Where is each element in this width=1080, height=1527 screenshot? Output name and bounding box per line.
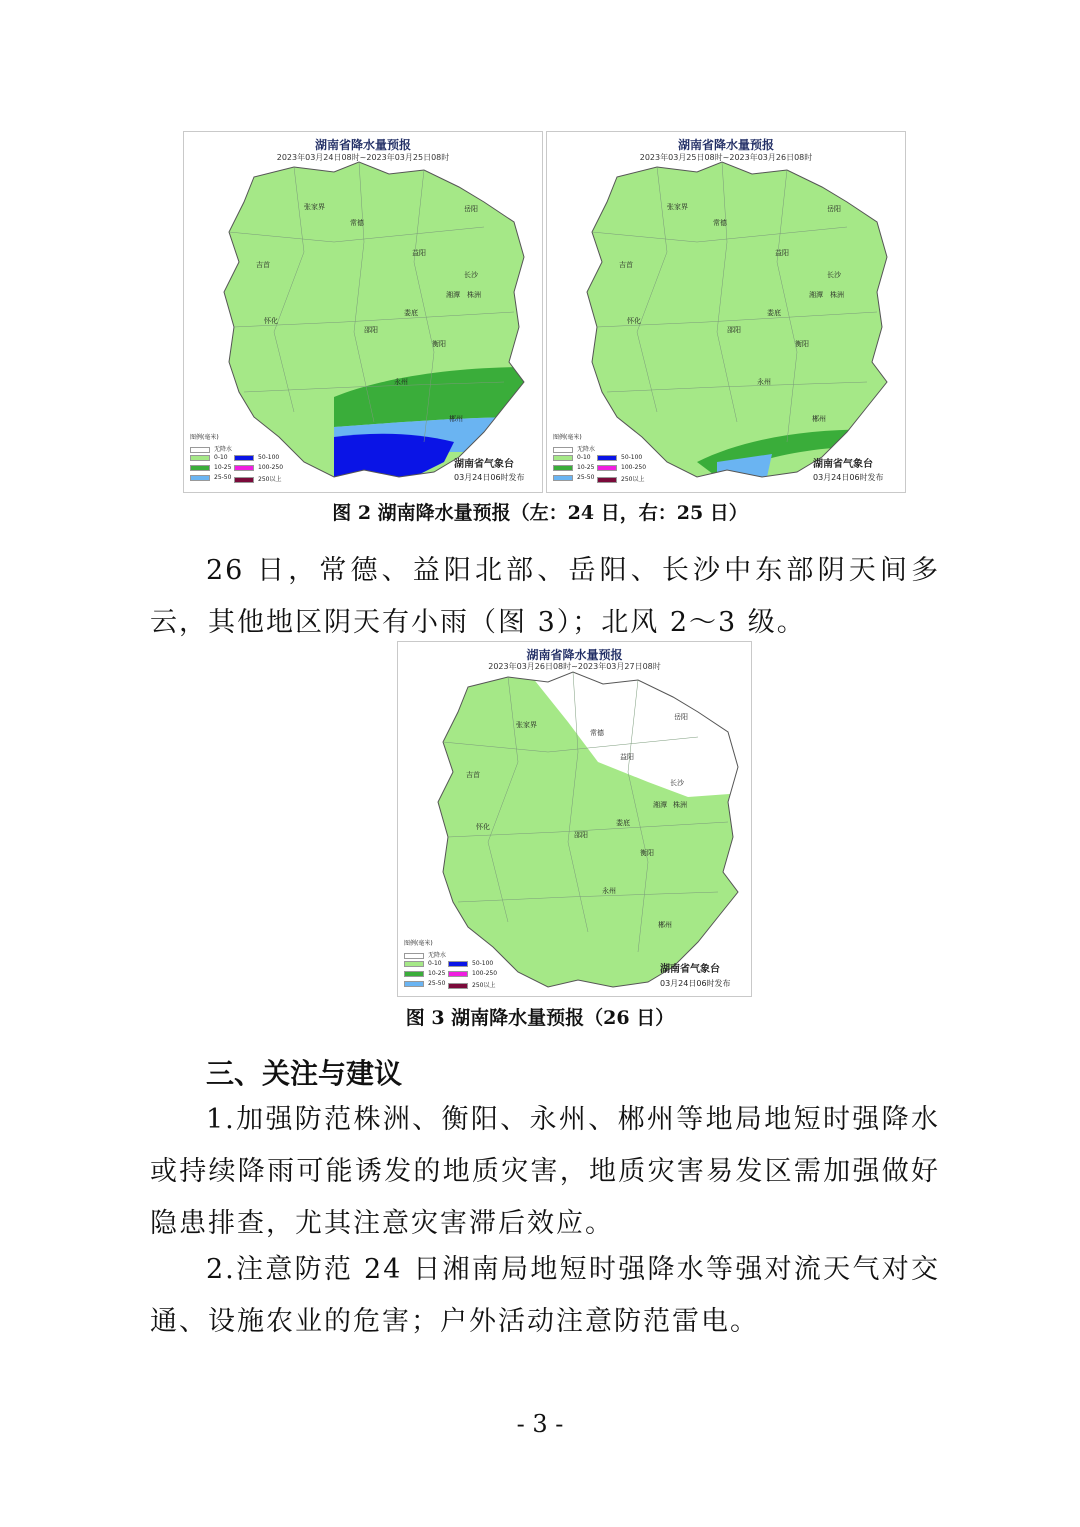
legend-swatch	[234, 477, 254, 483]
city-label: 衡阳	[640, 849, 654, 857]
map-25-title: 湖南省降水量预报	[677, 138, 774, 152]
legend-item	[553, 464, 594, 471]
legend-item	[404, 970, 445, 977]
legend-swatch	[448, 961, 468, 967]
legend-swatch	[404, 981, 424, 987]
legend-label: 50-100	[621, 454, 643, 461]
city-label: 益阳	[620, 753, 634, 761]
city-label: 常德	[713, 219, 727, 227]
city-label: 张家界	[667, 203, 688, 211]
map-24-issue-time: 03月24日06时发布	[454, 473, 525, 482]
legend-item	[234, 464, 283, 471]
map-24-title: 湖南省降水量预报	[314, 138, 411, 152]
legend-swatch	[448, 971, 468, 977]
city-label: 岳阳	[464, 205, 478, 213]
legend-label: 0-10	[214, 454, 228, 461]
map-25-agency: 湖南省气象台	[813, 459, 873, 470]
figure-2-caption: 图 2 湖南降水量预报（左：24 日，右：25 日）	[332, 502, 748, 524]
map-24-legend	[190, 432, 330, 488]
legend-title: 图例(毫米)	[190, 434, 219, 441]
legend-swatch	[404, 971, 424, 977]
city-label: 娄底	[404, 309, 418, 317]
advice-1: 1.加强防范株洲、衡阳、永州、郴州等地局地短时强降水或持续降雨可能诱发的地质灾害，地质灾害易发区需加强做好隐患排查，尤其注意灾害滞后效应。	[150, 1104, 940, 1239]
legend-item	[553, 444, 595, 453]
map-25-issue-time: 03月24日06时发布	[813, 473, 884, 482]
city-label: 张家界	[516, 721, 537, 729]
map-26-subtitle: 2023年03月26日08时~2023年03月27日08时	[488, 662, 661, 671]
legend-label: 无降水	[428, 952, 447, 959]
city-label: 长沙	[670, 779, 684, 787]
legend-swatch	[448, 983, 468, 989]
legend-item	[448, 960, 493, 967]
city-label: 郴州	[658, 921, 672, 929]
city-label: 常德	[590, 729, 604, 737]
city-label: 邵阳	[364, 326, 378, 334]
legend-item	[234, 474, 281, 483]
legend-item	[553, 474, 594, 481]
legend-label: 50-100	[258, 454, 280, 461]
legend-item	[597, 464, 646, 471]
legend-swatch	[597, 477, 617, 483]
legend-swatch	[553, 475, 573, 481]
city-label: 湘潭	[446, 291, 460, 299]
legend-swatch	[234, 455, 254, 461]
city-label: 郴州	[812, 415, 826, 423]
legend-item	[234, 454, 279, 461]
legend-swatch	[597, 455, 617, 461]
city-label: 株洲	[467, 291, 481, 299]
city-label: 郴州	[449, 415, 463, 423]
map-26-issue-time: 03月24日06时发布	[660, 979, 731, 988]
map-26	[397, 641, 752, 997]
legend-swatch	[404, 953, 424, 959]
city-label: 吉首	[619, 261, 633, 269]
city-label: 湘潭	[653, 801, 667, 809]
city-label: 娄底	[767, 309, 781, 317]
legend-item	[448, 970, 497, 977]
map-24	[183, 131, 543, 493]
legend-item	[190, 474, 231, 481]
legend-label: 25-50	[214, 474, 232, 481]
legend-label: 250以上	[621, 476, 645, 483]
city-label: 株洲	[830, 291, 844, 299]
legend-item	[404, 950, 446, 959]
city-label: 株洲	[673, 801, 687, 809]
legend-label: 25-50	[577, 474, 595, 481]
city-label: 岳阳	[827, 205, 841, 213]
city-label: 吉首	[256, 261, 270, 269]
legend-item	[553, 454, 591, 461]
legend-label: 10-25	[428, 970, 446, 977]
city-label: 岳阳	[674, 713, 688, 721]
legend-label: 100-250	[258, 464, 284, 471]
city-label: 邵阳	[574, 831, 588, 839]
map-25	[546, 131, 906, 493]
legend-label: 250以上	[472, 982, 496, 989]
legend-swatch	[553, 447, 573, 453]
legend-label: 10-25	[214, 464, 232, 471]
advice-2: 2.注意防范 24 日湘南局地短时强降水等强对流天气对交通、设施农业的危害；户外活动注意防范雷电。	[150, 1254, 940, 1337]
legend-label: 100-250	[621, 464, 647, 471]
map-25-legend	[553, 432, 693, 488]
figure-3-caption: 图 3 湖南降水量预报（26 日）	[405, 1007, 675, 1029]
legend-swatch	[234, 465, 254, 471]
city-label: 娄底	[616, 819, 630, 827]
legend-label: 10-25	[577, 464, 595, 471]
city-label: 邵阳	[727, 326, 741, 334]
legend-swatch	[597, 465, 617, 471]
map-25-subtitle: 2023年03月25日08时~2023年03月26日08时	[639, 153, 813, 162]
legend-item	[190, 464, 231, 471]
section-heading: 三、关注与建议	[206, 1057, 403, 1090]
city-label: 衡阳	[795, 340, 809, 348]
legend-label: 0-10	[577, 454, 591, 461]
city-label: 益阳	[775, 249, 789, 257]
legend-title: 图例(毫米)	[404, 940, 433, 947]
legend-label: 100-250	[472, 970, 498, 977]
paragraph-26th: 26 日，常德、益阳北部、岳阳、长沙中东部阴天间多云，其他地区阴天有小雨（图 3）；北风 2～3 级。	[150, 555, 940, 638]
city-label: 永州	[394, 378, 408, 386]
legend-label: 25-50	[428, 980, 446, 987]
map-24-agency: 湖南省气象台	[454, 459, 514, 470]
legend-item	[597, 474, 644, 483]
legend-swatch	[190, 475, 210, 481]
legend-item	[448, 980, 495, 989]
legend-item	[404, 960, 442, 967]
legend-label: 0-10	[428, 960, 442, 967]
city-label: 长沙	[464, 271, 478, 279]
map-24-subtitle: 2023年03月24日08时~2023年03月25日08时	[276, 153, 450, 162]
city-label: 永州	[757, 378, 771, 386]
legend-swatch	[190, 447, 210, 453]
city-label: 益阳	[412, 249, 426, 257]
legend-item	[597, 454, 642, 461]
city-label: 常德	[350, 219, 364, 227]
city-label: 怀化	[476, 823, 490, 831]
page-number: - 3 -	[516, 1410, 564, 1438]
legend-title: 图例(毫米)	[553, 434, 582, 441]
city-label: 湘潭	[809, 291, 823, 299]
legend-swatch	[553, 465, 573, 471]
city-label: 张家界	[304, 203, 325, 211]
map-26-title: 湖南省降水量预报	[526, 648, 623, 662]
legend-label: 250以上	[258, 476, 282, 483]
legend-item	[190, 454, 228, 461]
legend-label: 无降水	[577, 446, 596, 453]
city-label: 衡阳	[432, 340, 446, 348]
city-label: 怀化	[264, 317, 278, 325]
legend-label: 无降水	[214, 446, 233, 453]
city-label: 永州	[602, 887, 616, 895]
legend-swatch	[190, 465, 210, 471]
map-26-agency: 湖南省气象台	[660, 964, 720, 975]
legend-swatch	[404, 961, 424, 967]
legend-label: 50-100	[472, 960, 494, 967]
city-label: 吉首	[466, 771, 480, 779]
legend-item	[190, 444, 232, 453]
legend-swatch	[190, 455, 210, 461]
city-label: 长沙	[827, 271, 841, 279]
map-26-legend	[404, 938, 544, 994]
legend-item	[404, 980, 445, 987]
legend-swatch	[553, 455, 573, 461]
city-label: 怀化	[627, 317, 641, 325]
